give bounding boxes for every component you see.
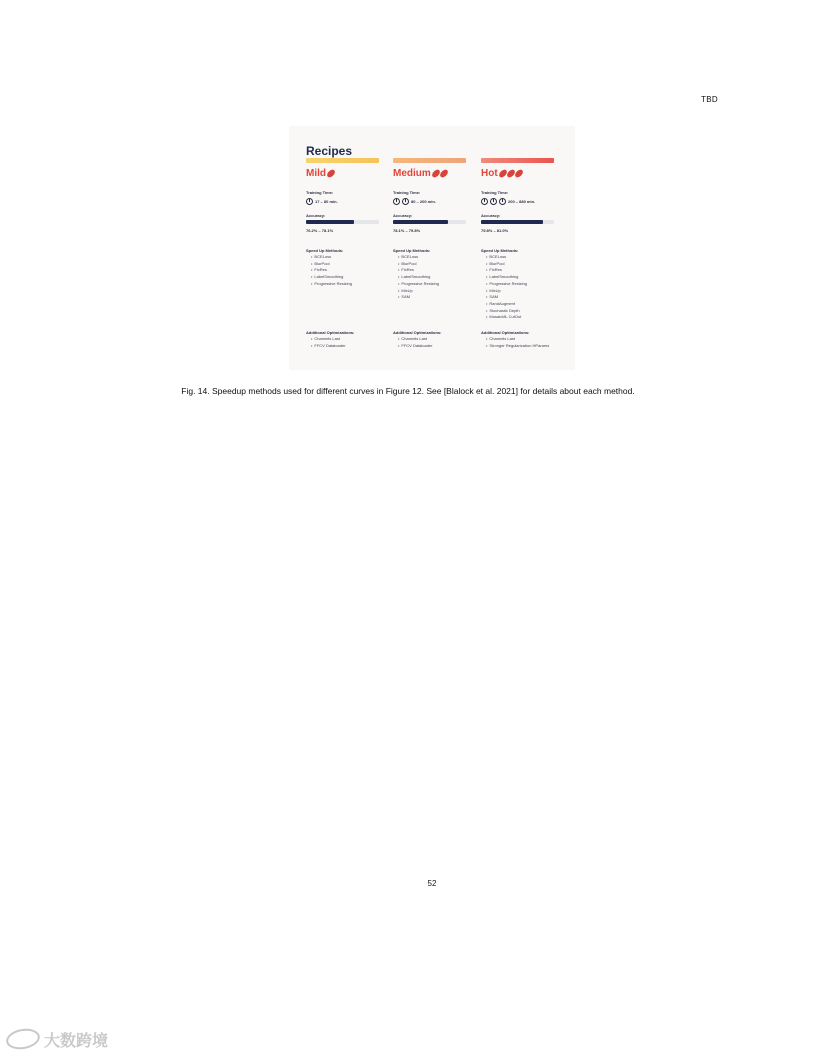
clock-icon (306, 198, 313, 205)
page-number: 52 (427, 879, 437, 888)
methods-list (393, 254, 473, 301)
clock-icon (499, 198, 506, 205)
figure-caption: Fig. 14. Speedup methods used for different curves in Figure 12. See [Blalock et al. 2021] for details about each method. (181, 386, 635, 396)
chili-pepper-icon (326, 168, 336, 179)
level-row (481, 167, 554, 180)
accuracy-range: 79.8% – 81.0% (481, 228, 509, 233)
accuracy-bar (393, 220, 466, 224)
speed-up-methods-label: Speed Up Methods: (481, 248, 519, 253)
training-time-label: Training Time: (481, 190, 509, 195)
accuracy-section (481, 213, 554, 233)
training-time-label: Training Time: (393, 190, 421, 195)
list-item: • Channels Last (398, 336, 473, 343)
methods-list (306, 254, 386, 288)
accuracy-label: Accuracy: (306, 213, 326, 218)
list-item: • FFCV Dataloader (311, 343, 386, 350)
list-item: • Channels Last (311, 336, 386, 343)
optimizations-list (306, 336, 386, 349)
chili-pepper-icon (514, 168, 524, 179)
heat-gradient-bar (481, 158, 554, 163)
training-time-value: 200 – 880 min. (508, 198, 536, 204)
clock-icon (402, 198, 409, 205)
clock-icon (490, 198, 497, 205)
list-item: • MixUp (486, 288, 561, 295)
list-item: • FFCV Dataloader (398, 343, 473, 350)
level-name: Hot (481, 168, 498, 179)
clock-row (393, 197, 436, 205)
accuracy-bar-fill (481, 220, 543, 224)
list-item: • LabelSmoothing (486, 274, 561, 281)
accuracy-bar (306, 220, 379, 224)
list-item: • SAM (398, 294, 473, 301)
list-item: • MosaicML CutOut (486, 314, 561, 321)
clock-row (306, 197, 338, 205)
training-time-section (306, 190, 338, 205)
training-time-section (393, 190, 436, 205)
accuracy-label: Accuracy: (393, 213, 413, 218)
speed-up-methods-section (306, 248, 386, 288)
accuracy-bar (481, 220, 554, 224)
list-item: • BCELoss (486, 254, 561, 261)
recipe-column-medium (393, 158, 466, 348)
level-row (306, 167, 379, 180)
list-item: • Stochastic Depth (486, 308, 561, 315)
peppers (326, 165, 334, 183)
list-item: • LabelSmoothing (398, 274, 473, 281)
training-time-value: 17 – 80 min. (315, 198, 338, 204)
speed-up-methods-section (481, 248, 561, 321)
heat-gradient-bar (306, 158, 379, 163)
accuracy-bar-fill (306, 220, 354, 224)
training-time-section (481, 190, 535, 205)
accuracy-range: 76.2% – 78.1% (306, 228, 334, 233)
figure-title: Recipes (306, 144, 353, 158)
heat-gradient-bar (393, 158, 466, 163)
additional-optimizations-label: Additional Optimizations: (306, 330, 355, 335)
optimizations-list (393, 336, 473, 349)
brand-logo-icon (5, 1026, 42, 1052)
list-item: • Progressive Resizing (311, 281, 386, 288)
additional-optimizations-section (306, 330, 386, 349)
level-name: Mild (306, 168, 326, 179)
training-time-label: Training Time: (306, 190, 334, 195)
peppers (431, 165, 447, 183)
level-name: Medium (393, 168, 431, 179)
list-item: • Progressive Resizing (398, 281, 473, 288)
accuracy-bar-fill (393, 220, 448, 224)
list-item: • BCELoss (311, 254, 386, 261)
clock-row (481, 197, 535, 205)
training-time-value: 80 – 200 min. (411, 198, 436, 204)
list-item: • LabelSmoothing (311, 274, 386, 281)
additional-optimizations-label: Additional Optimizations: (393, 330, 442, 335)
list-item: • FixRes (486, 267, 561, 274)
list-item: • RandAugment (486, 301, 561, 308)
list-item: • Channels Last (486, 336, 561, 343)
recipe-column-mild (306, 158, 379, 348)
running-head: TBD (701, 95, 718, 104)
speed-up-methods-section (393, 248, 473, 301)
recipe-column-hot (481, 158, 554, 348)
list-item: • FixRes (311, 267, 386, 274)
accuracy-label: Accuracy: (481, 213, 501, 218)
list-item: • BlurPool (398, 261, 473, 268)
speed-up-methods-label: Speed Up Methods: (393, 248, 431, 253)
list-item: • Stronger Regularization HParams (486, 343, 561, 350)
list-item: • BlurPool (311, 261, 386, 268)
list-item: • FixRes (398, 267, 473, 274)
list-item: • Progressive Resizing (486, 281, 561, 288)
clock-icon (481, 198, 488, 205)
additional-optimizations-section (393, 330, 473, 349)
list-item: • BlurPool (486, 261, 561, 268)
watermark (6, 1026, 112, 1052)
speed-up-methods-label: Speed Up Methods: (306, 248, 344, 253)
recipes-figure (289, 126, 575, 370)
level-row (393, 167, 466, 180)
optimizations-list (481, 336, 561, 349)
list-item: • BCELoss (398, 254, 473, 261)
additional-optimizations-label: Additional Optimizations: (481, 330, 530, 335)
methods-list (481, 254, 561, 321)
peppers (498, 165, 522, 183)
chili-pepper-icon (439, 168, 449, 179)
accuracy-range: 78.1% – 79.8% (393, 228, 421, 233)
additional-optimizations-section (481, 330, 561, 349)
list-item: • SAM (486, 294, 561, 301)
accuracy-section (306, 213, 379, 233)
list-item: • MixUp (398, 288, 473, 295)
accuracy-section (393, 213, 466, 233)
clock-icon (393, 198, 400, 205)
watermark-text: 大数跨境 (44, 1032, 109, 1050)
